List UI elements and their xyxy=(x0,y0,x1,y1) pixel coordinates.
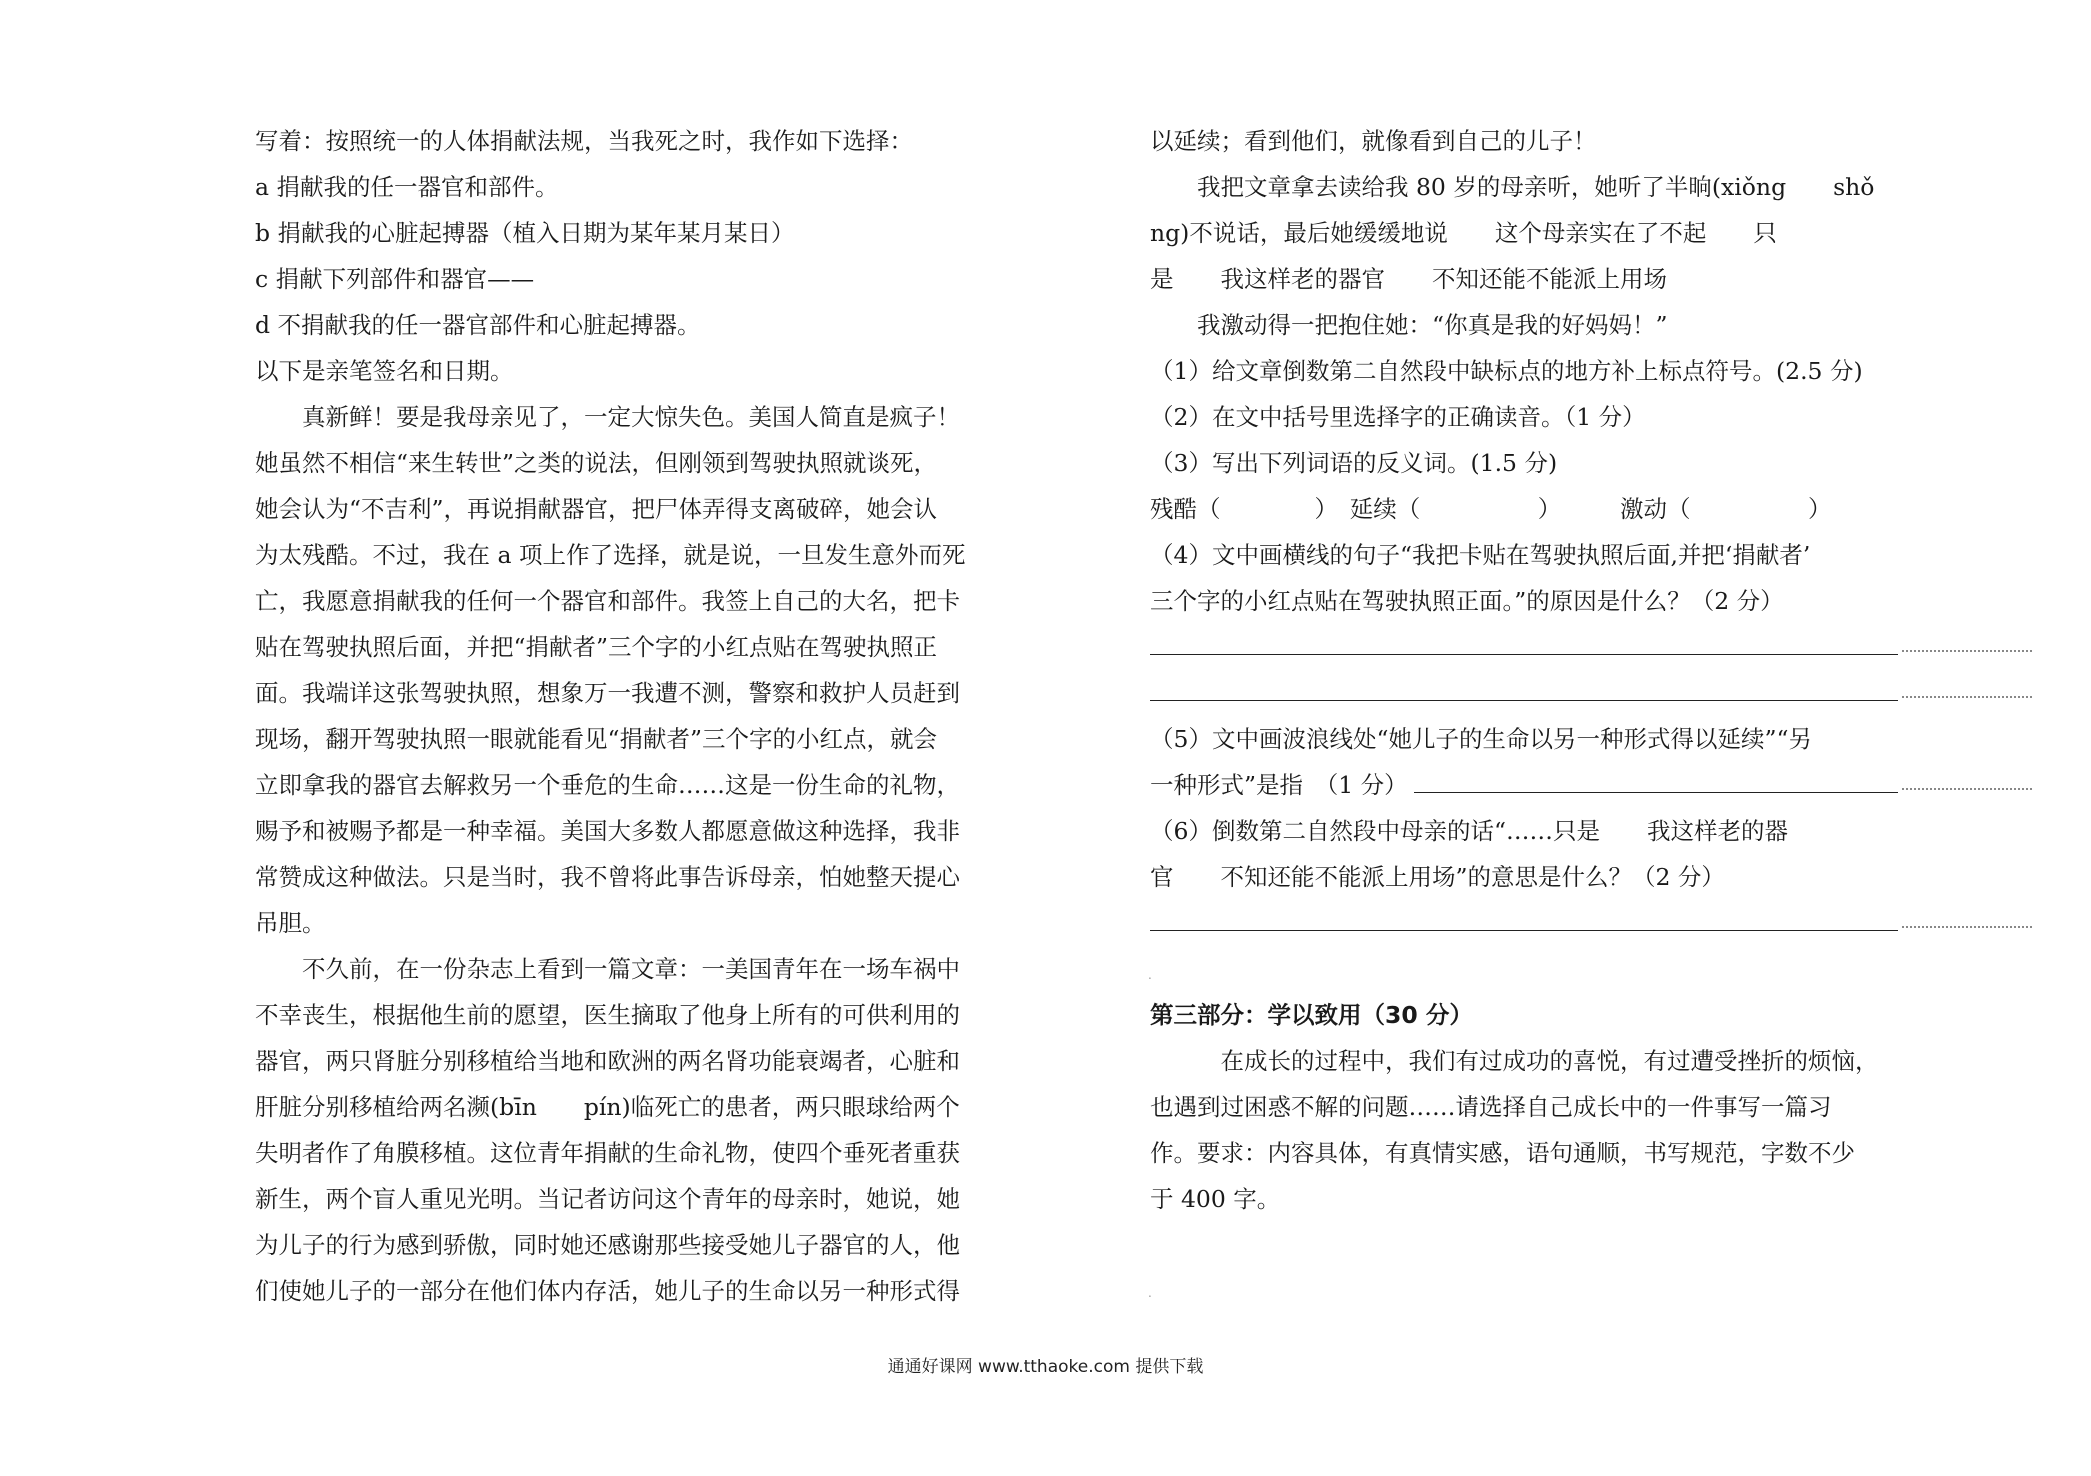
question-4: （4）文中画横线的句子“我把卡贴在驾驶执照后面,并把‘捐献者’ xyxy=(1150,541,1811,569)
question-5-answer[interactable] xyxy=(1150,762,1900,808)
question-2: （2）在文中括号里选择字的正确读音。（1 分） xyxy=(1150,403,1646,431)
text-line: 贴在驾驶执照后面，并把“捐献者”三个字的小红点贴在驾驶执照正 xyxy=(255,633,938,661)
text-line: 她会认为“不吉利”，再说捐献器官，把尸体弄得支离破碎，她会认 xyxy=(255,495,938,523)
question-6-cont: 官 不知还能不能派上用场”的意思是什么？（2 分） xyxy=(1150,863,1725,891)
text-line: 她虽然不相信“来生转世”之类的说法，但刚领到驾驶执照就谈死， xyxy=(255,449,938,477)
text-line: 是 我这样老的器官 不知还能不能派上用场 xyxy=(1150,265,1667,293)
text-line: a 捐献我的任一器官和部件。 xyxy=(255,173,559,201)
answer-line-q4-1[interactable] xyxy=(1150,624,1900,670)
text-line: 真新鲜！要是我母亲见了，一定大惊失色。美国人简直是疯子！ xyxy=(255,403,960,431)
text-line: 立即拿我的器官去解救另一个垂危的生命……这是一份生命的礼物， xyxy=(255,771,960,799)
text-line: 写着：按照统一的人体捐献法规，当我死之时，我作如下选择： xyxy=(255,127,913,155)
text-line: 面。我端详这张驾驶执照，想象万一我遭不测，警察和救护人员赶到 xyxy=(255,679,960,707)
text-line: 于 400 字。 xyxy=(1150,1185,1281,1213)
part-3-title: 第三部分：学以致用（30 分） xyxy=(1150,1001,1473,1029)
question-6: （6）倒数第二自然段中母亲的话“……只是 我这样老的器 xyxy=(1150,817,1788,845)
question-5-cont: 一种形式”是指 （1 分） xyxy=(1150,762,1414,808)
page-footer: 通通好课网 www.tthaoke.com 提供下载 xyxy=(887,1357,1204,1377)
text-line: d 不捐献我的任一器官部件和心脏起搏器。 xyxy=(255,311,701,339)
question-1: （1）给文章倒数第二自然段中缺标点的地方补上标点符号。(2.5 分) xyxy=(1150,357,1863,385)
stray-mark: . xyxy=(1148,968,1152,982)
answer-line-q6[interactable] xyxy=(1150,900,1900,946)
text-line: 我把文章拿去读给我 80 岁的母亲听，她听了半晌(xiǒng shǒ xyxy=(1150,173,1875,201)
text-line: 吊胆。 xyxy=(255,909,326,937)
text-line: 我激动得一把抱住她：“你真是我的好妈妈！” xyxy=(1150,311,1668,339)
spacer xyxy=(1150,946,1900,992)
question-3-antonyms[interactable]: 残酷（ ） 延续（ ） 激动（ ） xyxy=(1150,495,1832,523)
text-line: c 捐献下列部件和器官—— xyxy=(255,265,535,293)
text-line: 亡，我愿意捐献我的任何一个器官和部件。我签上自己的大名，把卡 xyxy=(255,587,960,615)
question-3: （3）写出下列词语的反义词。(1.5 分) xyxy=(1150,449,1558,477)
text-line: 也遇到过困惑不解的问题……请选择自己成长中的一件事写一篇习 xyxy=(1150,1093,1832,1121)
text-line: 们使她儿子的一部分在他们体内存活，她儿子的生命以另一种形式得 xyxy=(255,1277,960,1305)
text-line: 失明者作了角膜移植。这位青年捐献的生命礼物，使四个垂死者重获 xyxy=(255,1139,960,1167)
text-line: 器官，两只肾脏分别移植给当地和欧洲的两名肾功能衰竭者，心脏和 xyxy=(255,1047,960,1075)
text-line: 不幸丧生，根据他生前的愿望，医生摘取了他身上所有的可供利用的 xyxy=(255,1001,960,1029)
text-line: 在成长的过程中，我们有过成功的喜悦，有过遭受挫折的烦恼， xyxy=(1150,1047,1879,1075)
question-4-cont: 三个字的小红点贴在驾驶执照正面。”的原因是什么？（2 分） xyxy=(1150,587,1784,615)
text-line: 为太残酷。不过，我在 a 项上作了选择，就是说，一旦发生意外而死 xyxy=(255,541,966,569)
text-line: 常赞成这种做法。只是当时，我不曾将此事告诉母亲，怕她整天提心 xyxy=(255,863,960,891)
text-line: 以下是亲笔签名和日期。 xyxy=(255,357,514,385)
text-line: 以延续；看到他们，就像看到自己的儿子！ xyxy=(1150,127,1597,155)
text-line: 为儿子的行为感到骄傲，同时她还感谢那些接受她儿子器官的人，他 xyxy=(255,1231,960,1259)
text-line: 作。要求：内容具体，有真情实感，语句通顺，书写规范，字数不少 xyxy=(1150,1139,1855,1167)
right-column xyxy=(1150,118,1900,1222)
stray-mark: . xyxy=(1148,1286,1152,1300)
text-line: 赐予和被赐予都是一种幸福。美国大多数人都愿意做这种选择，我非 xyxy=(255,817,960,845)
text-line: 现场，翻开驾驶执照一眼就能看见“捐献者”三个字的小红点，就会 xyxy=(255,725,938,753)
answer-line-q4-2[interactable] xyxy=(1150,670,1900,716)
text-line: b 捐献我的心脏起搏器（植入日期为某年某月某日） xyxy=(255,219,795,247)
text-line: 肝脏分别移植给两名濒(bīn pín)临死亡的患者，两只眼球给两个 xyxy=(255,1093,960,1121)
question-5: （5）文中画波浪线处“她儿子的生命以另一种形式得以延续”“另 xyxy=(1150,725,1812,753)
text-line: 不久前，在一份杂志上看到一篇文章：一美国青年在一场车祸中 xyxy=(255,955,960,983)
left-column xyxy=(255,118,1005,1314)
text-line: ng)不说话，最后她缓缓地说 这个母亲实在了不起 只 xyxy=(1150,219,1777,247)
text-line: 新生，两个盲人重见光明。当记者访问这个青年的母亲时，她说，她 xyxy=(255,1185,960,1213)
